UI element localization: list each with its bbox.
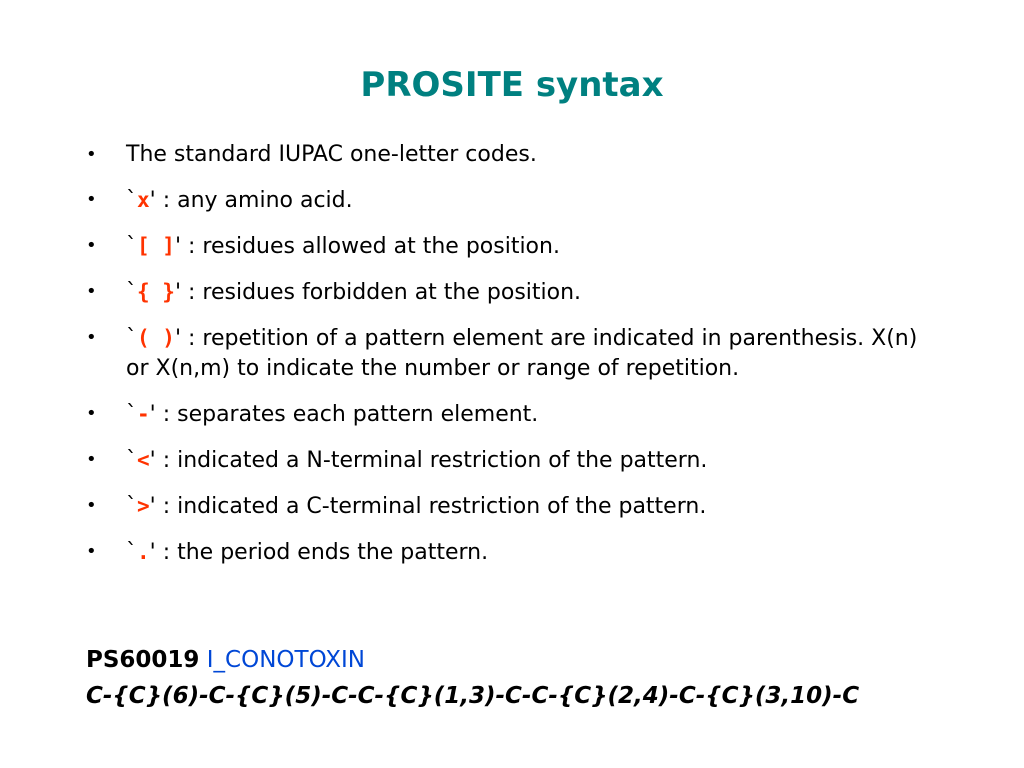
bullet-item [86,231,946,262]
bullet-dot-icon: • [86,189,97,210]
bullet-text: : separates each pattern element. [155,402,539,427]
bullet-text: : residues allowed at the position. [181,234,560,259]
bullet-list [86,140,946,583]
quote-close: ' [149,448,156,473]
quote-open: ` [126,280,137,305]
bullet-dot-icon: • [86,235,97,256]
quote-open: ` [126,234,137,259]
bullet-dot-icon: • [86,449,97,470]
prosite-pattern: C-{C}(6)-C-{C}(5)-C-C-{C}(1,3)-C-C-{C}(2,4)-C-{C}(3,10)-C [86,683,860,709]
bullet-text: : any amino acid. [155,188,353,213]
bullet-text: : residues forbidden at the position. [181,280,582,305]
bullet-item [86,323,946,384]
bullet-dot-icon: • [86,327,97,348]
quote-close: ' [174,234,181,259]
example-header [86,642,986,678]
example-block [86,642,986,714]
slide-title: PROSITE syntax [360,65,664,105]
bullet-dot-icon: • [86,403,97,424]
syntax-symbol: - [137,402,150,426]
bullet-item [86,140,946,170]
quote-open: ` [126,540,137,565]
bullet-dot-icon: • [86,281,97,302]
bullet-item [86,445,946,476]
prosite-id: PS60019 [86,647,200,673]
prosite-name: I_CONOTOXIN [206,647,365,673]
syntax-symbol: [ ] [137,234,175,258]
quote-close: ' [149,494,156,519]
syntax-symbol: x [137,188,150,212]
quote-close: ' [174,326,181,351]
bullet-item [86,185,946,216]
bullet-item [86,537,946,568]
quote-close: ' [149,402,156,427]
bullet-text: : the period ends the pattern. [155,540,489,565]
quote-close: ' [174,280,181,305]
quote-open: ` [126,402,137,427]
bullet-dot-icon: • [86,541,97,562]
bullet-text: : repetition of a pattern element are indicated in parenthesis. X(n) or X(n,m) to indicate the number or range of repetition. [126,326,918,381]
syntax-symbol: ( ) [137,326,175,350]
syntax-symbol: . [137,540,150,564]
bullet-item [86,399,946,430]
syntax-symbol: { } [137,280,175,304]
bullet-text: The standard IUPAC one-letter codes. [126,142,537,167]
bullet-text: : indicated a N-terminal restriction of the pattern. [155,448,708,473]
bullet-item [86,491,946,522]
bullet-dot-icon: • [86,144,97,165]
quote-open: ` [126,188,137,213]
bullet-dot-icon: • [86,495,97,516]
syntax-symbol: > [137,494,150,518]
bullet-text: : indicated a C-terminal restriction of the pattern. [155,494,707,519]
quote-open: ` [126,326,137,351]
syntax-symbol: < [137,448,150,472]
quote-open: ` [126,448,137,473]
quote-close: ' [149,540,156,565]
quote-open: ` [126,494,137,519]
quote-close: ' [149,188,156,213]
bullet-item [86,277,946,308]
